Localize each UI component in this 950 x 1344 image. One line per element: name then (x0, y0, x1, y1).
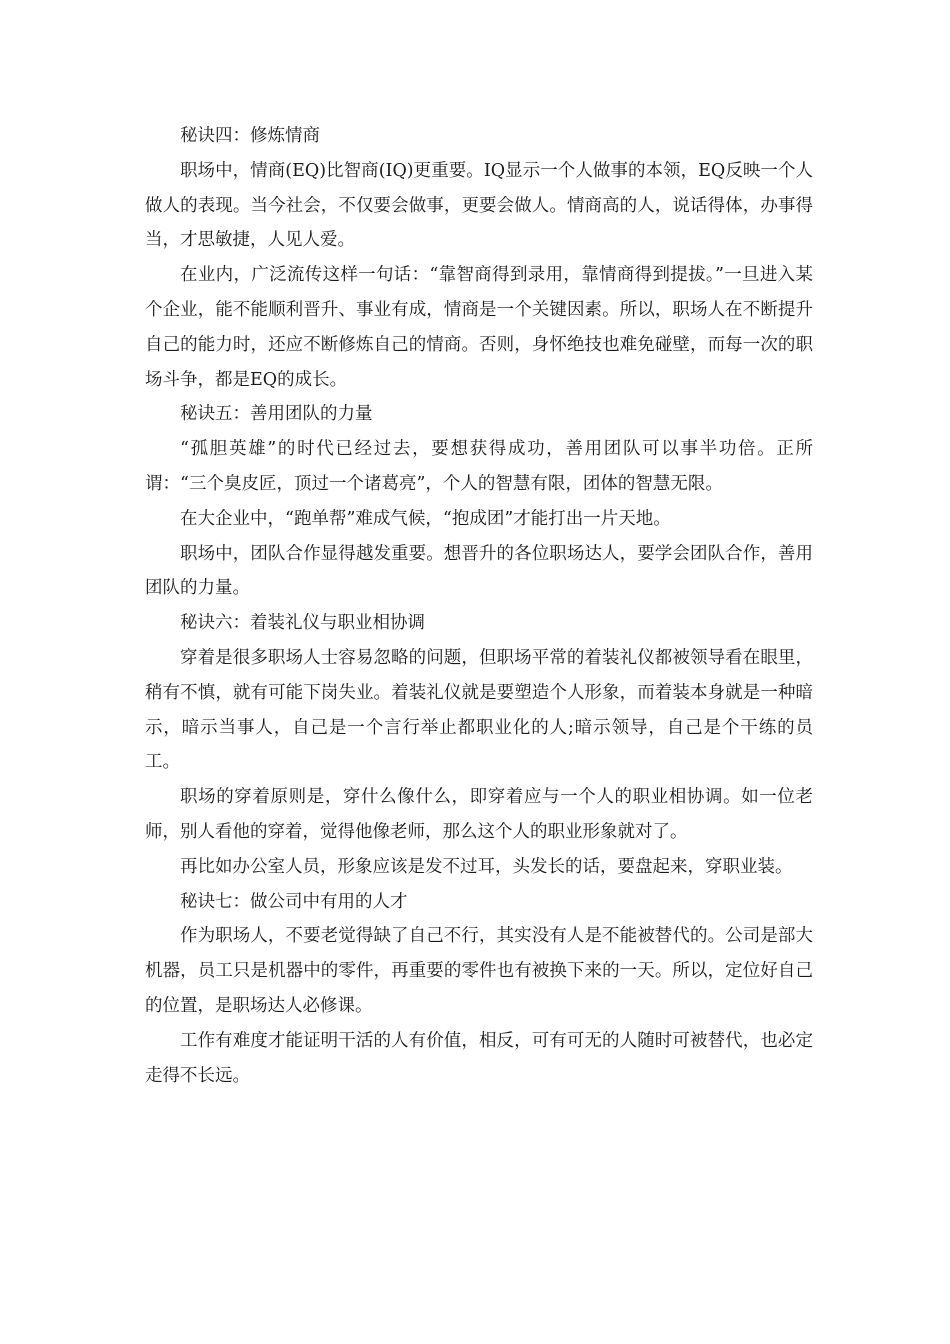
paragraph: “孤胆英雄”的时代已经过去，要想获得成功，善用团队可以事半功倍。正所谓：“三个臭皮匠，顶过一个诸葛亮”，个人的智慧有限，团体的智慧无限。 (145, 439, 813, 494)
paragraph: 职场的穿着原则是，穿什么像什么，即穿着应与一个人的职业相协调。如一位老师，别人看他的穿着，觉得他像老师，那么这个人的职业形象就对了。 (145, 787, 813, 842)
paragraph: 在大企业中，“跑单帮”难成气候，“抱成团”才能打出一片天地。 (180, 508, 671, 529)
section-heading-5: 秘诀五：善用团队的力量 (180, 404, 373, 425)
section-heading-7: 秘诀七：做公司中有用的人才 (180, 891, 408, 912)
paragraph: 职场中，情商(EQ)比智商(IQ)更重要。IQ显示一个人做事的本领，EQ反映一个人做人的表现。当今社会，不仅要会做事，更要会做人。情商高的人，说话得体，办事得当，才思敏捷，人见人爱。 (145, 160, 813, 251)
section-heading-4: 秘诀四：修炼情商 (180, 126, 320, 146)
section-heading-6: 秘诀六：着装礼仪与职业相协调 (180, 613, 425, 634)
paragraph: 工作有难度才能证明干活的人有价值，相反，可有可无的人随时可被替代，也必定走得不长远。 (145, 1030, 813, 1086)
paragraph: 穿着是很多职场人士容易忽略的问题，但职场平常的着装礼仪都被领导看在眼里，稍有不慎，就有可能下岗失业。着装礼仪就是要塑造个人形象，而着装本身就是一种暗示，暗示当事人，自己是一个言行举止都职业化的人;暗示领导，自己是个干练的员工。 (145, 647, 813, 773)
paragraph: 作为职场人，不要老觉得缺了自己不行，其实没有人是不能被替代的。公司是部大机器，员工只是机器中的零件，再重要的零件也有被换下来的一天。所以，定位好自己的位置，是职场达人必修课。 (145, 926, 813, 1016)
paragraph: 职场中，团队合作显得越发重要。想晋升的各位职场达人，要学会团队合作，善用团队的力量。 (145, 543, 813, 599)
paragraph: 再比如办公室人员，形象应该是发不过耳，头发长的话，要盘起来，穿职业装。 (180, 856, 793, 877)
document-body (145, 119, 813, 1093)
paragraph: 在业内，广泛流传这样一句话：“靠智商得到录用，靠情商得到提拔。”一旦进入某个企业，能不能顺利晋升、事业有成，情商是一个关键因素。所以，职场人在不断提升自己的能力时，还应不断修炼自己的情商。否则，身怀绝技也难免碰壁，而每一次的职场斗争，都是EQ的成长。 (145, 265, 813, 390)
